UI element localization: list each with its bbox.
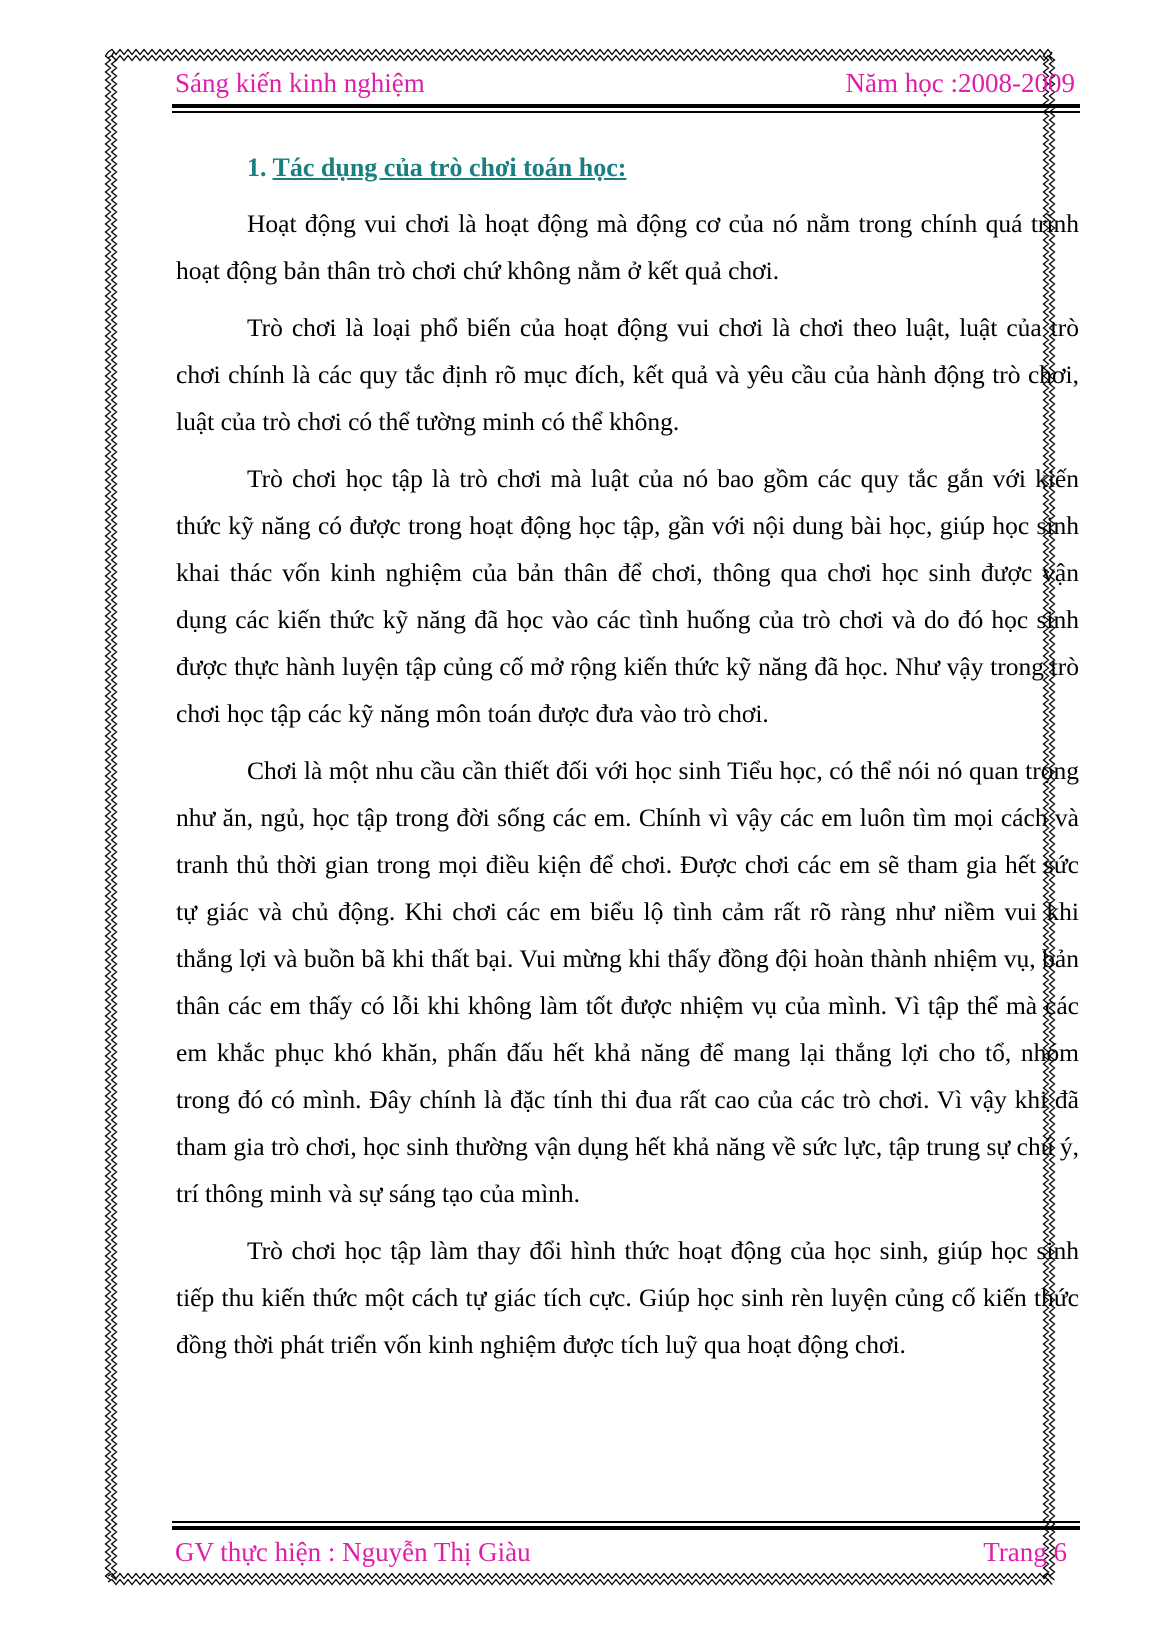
page-header	[175, 68, 1075, 104]
border-zigzag	[106, 52, 111, 1580]
paragraph: Trò chơi học tập làm thay đổi hình thức hoạt động của học sinh, giúp học sinh tiếp thu kiến thức một cách tự giác tích cực. Giúp học sinh rèn luyện củng cố kiến thức đồng thời phát triển vốn kinh nghiệm được tích luỹ qua hoạt động chơi.	[176, 1236, 1079, 1359]
section-heading	[247, 148, 1079, 188]
border-zigzag	[112, 52, 117, 1580]
paragraph: Trò chơi là loại phổ biến của hoạt động vui chơi là chơi theo luật, luật của trò chơi chính là các quy tắc định rõ mục đích, kết quả và yêu cầu của hành động trò chơi, luật của trò chơi có thể tường minh có thể không.	[176, 313, 1079, 436]
footer-page-number: Trang 6	[983, 1537, 1067, 1567]
paragraph: Trò chơi học tập là trò chơi mà luật của nó bao gồm các quy tắc gắn với kiến thức kỹ năng có được trong hoạt động học tập, gần với nội dung bài học, giúp học sinh khai thác vốn kinh nghiệm của bản thân để chơi, thông qua chơi học sinh được vận dụng các kiến thức kỹ năng đã học vào các tình huống của trò chơi và do đó học sinh được thực hành luyện tập củng cố mở rộng kiến thức kỹ năng đã học. Như vậy trong trò chơi học tập các kỹ năng môn toán được đưa vào trò chơi.	[176, 464, 1079, 728]
header-school-year: Năm học :2008-2009	[845, 68, 1075, 98]
header-rule	[172, 104, 1080, 113]
document-body	[176, 148, 1079, 1378]
footer-rule	[172, 1521, 1080, 1530]
paragraph: Chơi là một nhu cầu cần thiết đối với học sinh Tiểu học, có thể nói nó quan trọng như ăn, ngủ, học tập trong đời sống các em. Chính vì vậy các em luôn tìm mọi cách và tranh thủ thời gian trong mọi điều kiện để chơi. Được chơi các em sẽ tham gia hết sức tự giác và chủ động. Khi chơi các em biểu lộ tình cảm rất rõ ràng như niềm vui khi thắng lợi và buồn bã khi thất bại. Vui mừng khi thấy đồng đội hoàn thành nhiệm vụ, bản thân các em thấy có lỗi khi không làm tốt được nhiệm vụ của mình. Vì tập thể mà các em khắc phục khó khăn, phấn đấu hết khả năng để mang lại thắng lợi cho tổ, nhóm trong đó có mình. Đây chính là đặc tính thi đua rất cao của các trò chơi. Vì vậy khi đã tham gia trò chơi, học sinh thường vận dụng hết khả năng về sức lực, tập trung sự chú ý, trí thông minh và sự sáng tạo của mình.	[176, 756, 1079, 1208]
border-zigzag	[108, 50, 1052, 55]
border-zigzag	[108, 1580, 1052, 1585]
footer-author: GV thực hiện : Nguyễn Thị Giàu	[175, 1537, 531, 1567]
section-title: Tác dụng của trò chơi toán học:	[272, 153, 627, 182]
paragraph: Hoạt động vui chơi là hoạt động mà động cơ của nó nằm trong chính quá trình hoạt động bản thân trò chơi chứ không nằm ở kết quả chơi.	[176, 209, 1079, 285]
border-zigzag	[108, 1574, 1052, 1579]
section-number: 1.	[247, 153, 267, 182]
header-title: Sáng kiến kinh nghiệm	[175, 68, 425, 98]
border-zigzag	[108, 56, 1052, 61]
